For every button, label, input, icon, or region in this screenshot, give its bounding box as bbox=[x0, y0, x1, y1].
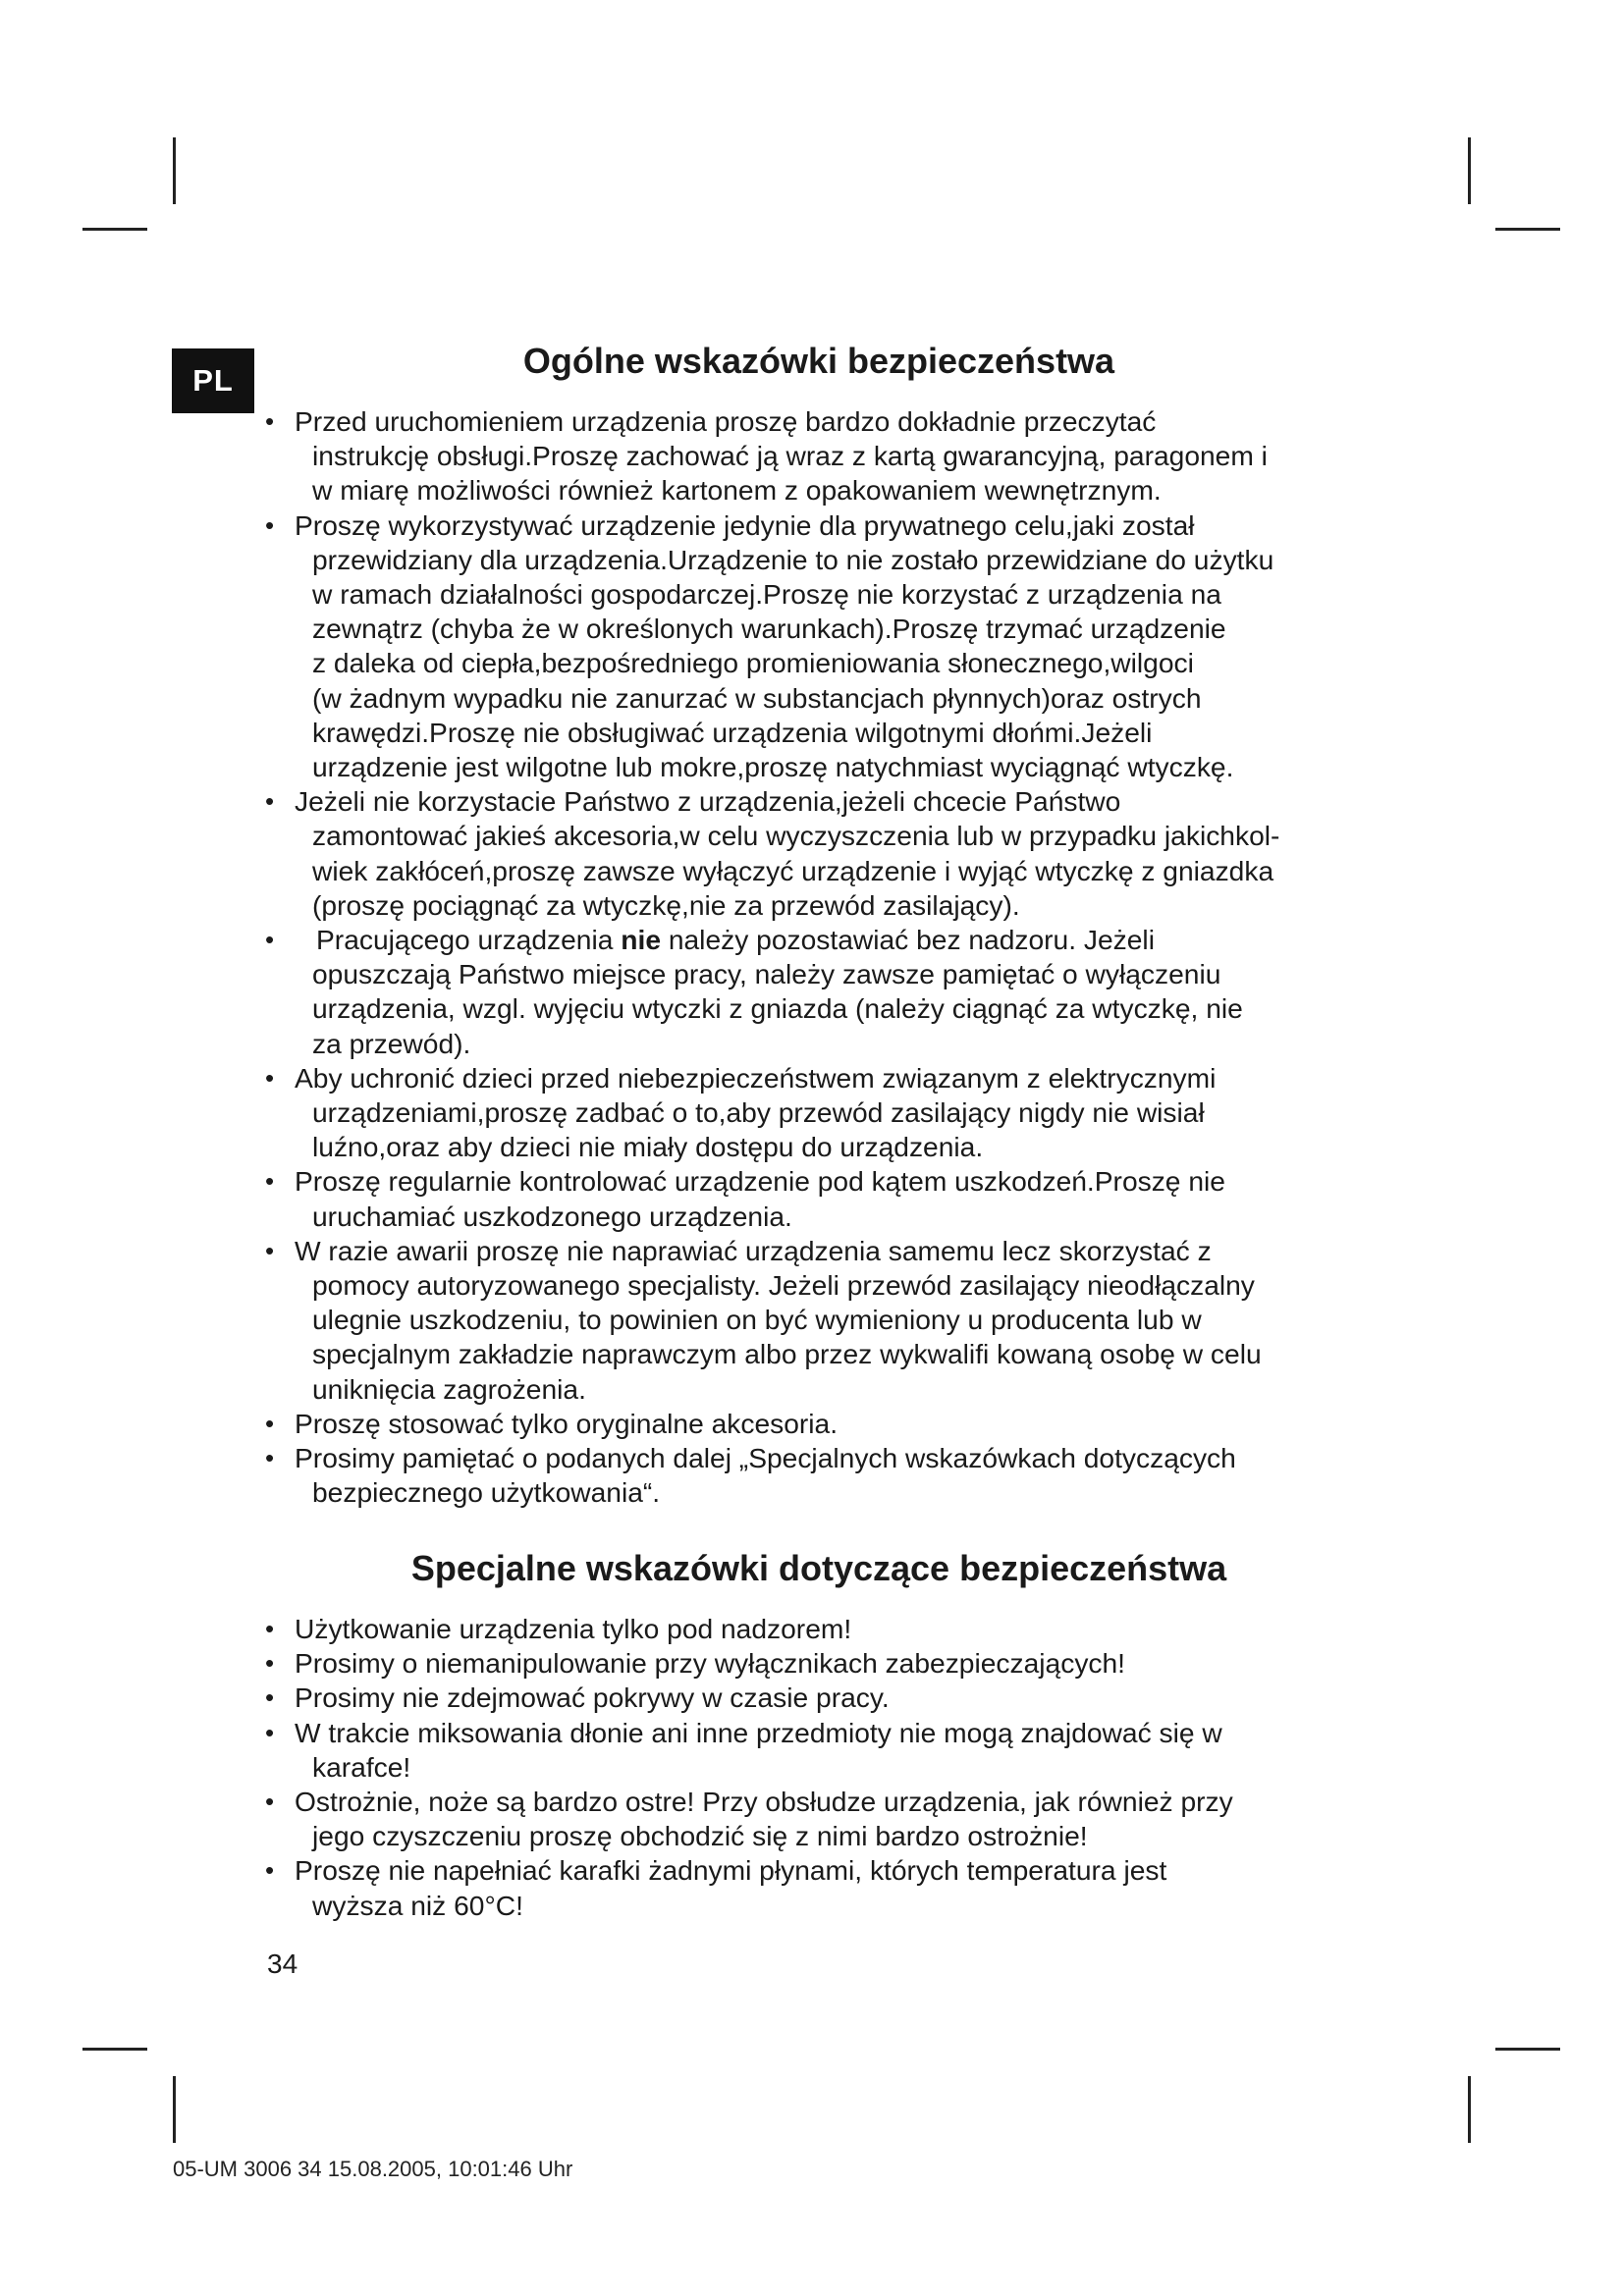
crop-mark bbox=[173, 137, 176, 204]
crop-mark bbox=[1495, 2048, 1560, 2051]
crop-mark bbox=[82, 2048, 147, 2051]
language-badge: PL bbox=[172, 348, 254, 413]
list-item: • Prosimy o niemanipulowanie przy wyłącznikach zabezpieczających! bbox=[265, 1646, 1384, 1681]
crop-mark bbox=[1468, 137, 1471, 204]
list-item: • Proszę regularnie kontrolować urządzenie pod kątem uszkodzeń.Proszę nie uruchamiać uszkodzonego urządzenia. bbox=[265, 1164, 1384, 1233]
crop-mark bbox=[1468, 2076, 1471, 2143]
list-item: • Proszę wykorzystywać urządzenie jedynie dla prywatnego celu,jaki został przewidziany dla urządzenia.Urządzenie to nie zostało przewidziane do użytku w ramach działalności gospodarczej.Proszę nie korzystać z urządzenia na zewnątrz (chyba że w określonych warunkach).Proszę trzymać urządzenie z daleka od ciepła,bezpośredniego promieniowania słonecznego,wilgoci (w żadnym wypadku nie zanurzać w substancjach płynnych)oraz ostrych krawędzi.Proszę nie obsługiwać urządzenia wilgotnymi dłońmi.Jeżeli urządzenie jest wilgotne lub mokre,proszę natychmiast wyciągnąć wtyczkę. bbox=[265, 508, 1384, 785]
list-item: • Ostrożnie, noże są bardzo ostre! Przy obsłudze urządzenia, jak również przy jego czyszczeniu proszę obchodzić się z nimi bardzo ostrożnie! bbox=[265, 1785, 1384, 1853]
list-item: • W trakcie miksowania dłonie ani inne przedmioty nie mogą znajdować się w karafce! bbox=[265, 1716, 1384, 1785]
page-number: 34 bbox=[267, 1949, 298, 1979]
crop-mark bbox=[173, 2076, 176, 2143]
print-footer: 05-UM 3006 34 15.08.2005, 10:01:46 Uhr bbox=[173, 2157, 573, 2181]
list-item: • Proszę nie napełniać karafki żadnymi płynami, których temperatura jest wyższa niż 60°C! bbox=[265, 1853, 1384, 1922]
general-safety-list bbox=[265, 404, 1384, 1511]
list-item: • Przed uruchomieniem urządzenia proszę bardzo dokładnie przeczytać instrukcję obsługi.Proszę zachować ją wraz z kartą gwarancyjną, paragonem i w miarę możliwości również kartonem z opakowaniem wewnętrznym. bbox=[265, 404, 1384, 508]
crop-mark bbox=[1495, 228, 1560, 231]
list-item: • W razie awarii proszę nie naprawiać urządzenia samemu lecz skorzystać z pomocy autoryzowanego specjalisty. Jeżeli przewód zasilający nieodłączalny ulegnie uszkodzeniu, to powinien on być wymieniony u producenta lub w specjalnym zakładzie naprawczym albo przez wykwalifi kowaną osobę w celu uniknięcia zagrożenia. bbox=[265, 1234, 1384, 1407]
list-item: • Proszę stosować tylko oryginalne akcesoria. bbox=[265, 1407, 1384, 1441]
list-item: • Prosimy pamiętać o podanych dalej „Specjalnych wskazówkach dotyczących bezpiecznego użytkowania“. bbox=[265, 1441, 1384, 1510]
list-item: • Jeżeli nie korzystacie Państwo z urządzenia,jeżeli chcecie Państwo zamontować jakieś akcesoria,w celu wyczyszczenia lub w przypadku jakichkol- wiek zakłóceń,proszę zawsze wyłączyć urządzenie i wyjąć wtyczkę z gniazdka (proszę pociągnąć za wtyczkę,nie za przewód zasilający). bbox=[265, 784, 1384, 923]
list-item: • Aby uchronić dzieci przed niebezpieczeństwem związanym z elektrycznymi urządzeniami,proszę zadbać o to,aby przewód zasilający nigdy nie wisiał luźno,oraz aby dzieci nie miały dostępu do urządzenia. bbox=[265, 1061, 1384, 1165]
special-safety-list bbox=[265, 1612, 1384, 1923]
list-item: • Użytkowanie urządzenia tylko pod nadzorem! bbox=[265, 1612, 1384, 1646]
list-item: • Prosimy nie zdejmować pokrywy w czasie pracy. bbox=[265, 1681, 1384, 1715]
crop-mark bbox=[82, 228, 147, 231]
section-title-special-safety: Specjalne wskazówki dotyczące bezpieczeństwa bbox=[410, 1548, 1227, 1588]
list-item: • Pracującego urządzenia nie należy pozostawiać bez nadzoru. Jeżeli opuszczają Państwo miejsce pracy, należy zawsze pamiętać o wyłączeniu urządzenia, wzgl. wyjęciu wtyczki z gniazda (należy ciągnąć za wtyczkę, nie za przewód). bbox=[265, 923, 1384, 1061]
section-title-general-safety: Ogólne wskazówki bezpieczeństwa bbox=[522, 341, 1115, 381]
